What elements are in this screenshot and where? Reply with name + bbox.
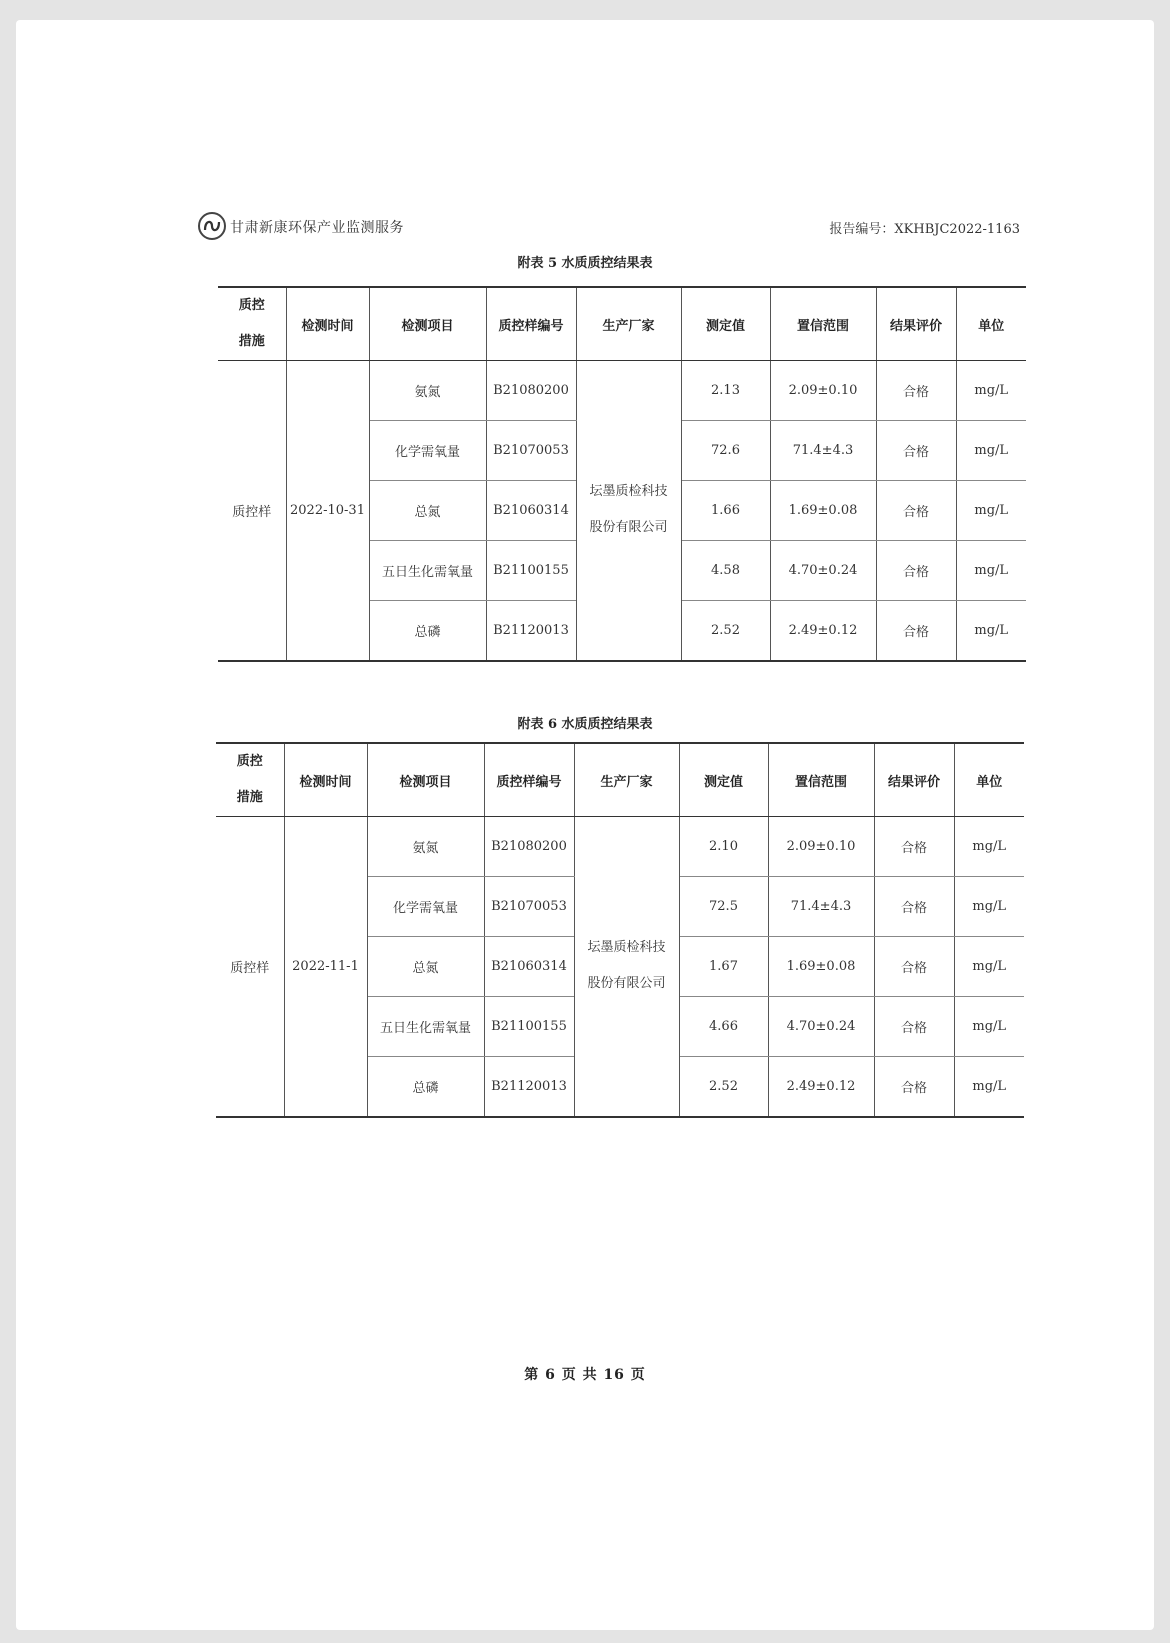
table-row — [216, 817, 1024, 877]
org-name: 甘肃新康环保产业监测服务 — [230, 220, 404, 236]
unit-cell: mg/L — [954, 877, 1024, 937]
range-cell: 1.69±0.08 — [770, 481, 876, 541]
column-header: 结果评价 — [874, 743, 954, 817]
unit-cell: mg/L — [956, 361, 1026, 421]
unit-cell: mg/L — [954, 1057, 1024, 1117]
qc-result-table — [216, 742, 1024, 1118]
item-cell: 化学需氧量 — [369, 421, 486, 481]
value-cell: 2.52 — [679, 1057, 768, 1117]
column-header-line: 质控 — [238, 298, 265, 313]
unit-cell: mg/L — [956, 481, 1026, 541]
page-number: 第 6 页 共 16 页 — [524, 1367, 646, 1383]
column-header: 生产厂家 — [576, 287, 681, 361]
range-cell: 1.69±0.08 — [768, 937, 874, 997]
unit-cell: mg/L — [956, 601, 1026, 661]
report-number: 报告编号：XKHBJC2022-1163 — [829, 222, 1020, 237]
column-header: 单位 — [954, 743, 1024, 817]
table-row — [218, 361, 1026, 421]
item-cell: 总磷 — [369, 601, 486, 661]
sample-no-cell: B21100155 — [486, 541, 576, 601]
unit-cell: mg/L — [956, 541, 1026, 601]
item-cell: 化学需氧量 — [367, 877, 484, 937]
column-header-line: 措施 — [238, 334, 265, 349]
unit-cell: mg/L — [954, 817, 1024, 877]
logo-icon — [198, 212, 226, 240]
qc-measure-cell: 质控样 — [218, 361, 286, 661]
manufacturer-cell — [576, 361, 681, 661]
sample-no-cell: B21070053 — [484, 877, 574, 937]
value-cell: 72.6 — [681, 421, 770, 481]
sample-no-cell: B21060314 — [484, 937, 574, 997]
manufacturer-line: 股份有限公司 — [589, 520, 668, 536]
table-header-row — [218, 287, 1026, 361]
item-cell: 氨氮 — [369, 361, 486, 421]
evaluation-cell: 合格 — [874, 1057, 954, 1117]
value-cell: 4.66 — [679, 997, 768, 1057]
column-header-line: 质控 — [236, 754, 263, 769]
sample-no-cell: B21060314 — [486, 481, 576, 541]
manufacturer-cell — [574, 817, 679, 1117]
evaluation-cell: 合格 — [876, 421, 956, 481]
value-cell: 1.66 — [681, 481, 770, 541]
range-cell: 4.70±0.24 — [770, 541, 876, 601]
unit-cell: mg/L — [954, 997, 1024, 1057]
value-cell: 2.13 — [681, 361, 770, 421]
item-cell: 总磷 — [367, 1057, 484, 1117]
sample-no-cell: B21120013 — [484, 1057, 574, 1117]
value-cell: 2.52 — [681, 601, 770, 661]
evaluation-cell: 合格 — [874, 877, 954, 937]
evaluation-cell: 合格 — [876, 361, 956, 421]
unit-cell: mg/L — [956, 421, 1026, 481]
column-header: 检测时间 — [284, 743, 367, 817]
column-header: 测定值 — [679, 743, 768, 817]
manufacturer-line: 坛墨质检科技 — [589, 484, 668, 500]
evaluation-cell: 合格 — [874, 817, 954, 877]
column-header: 质控样编号 — [486, 287, 576, 361]
sample-no-cell: B21070053 — [486, 421, 576, 481]
value-cell: 1.67 — [679, 937, 768, 997]
column-header: 检测时间 — [286, 287, 369, 361]
test-date-cell: 2022-10-31 — [286, 361, 369, 661]
column-header: 检测项目 — [369, 287, 486, 361]
range-cell: 71.4±4.3 — [770, 421, 876, 481]
sample-no-cell: B21080200 — [484, 817, 574, 877]
evaluation-cell: 合格 — [876, 601, 956, 661]
item-cell: 五日生化需氧量 — [369, 541, 486, 601]
evaluation-cell: 合格 — [874, 937, 954, 997]
column-header: 置信范围 — [770, 287, 876, 361]
column-header: 质控样编号 — [484, 743, 574, 817]
column-header: 生产厂家 — [574, 743, 679, 817]
range-cell: 4.70±0.24 — [768, 997, 874, 1057]
qc-result-table — [218, 286, 1026, 662]
item-cell: 氨氮 — [367, 817, 484, 877]
unit-cell: mg/L — [954, 937, 1024, 997]
qc-measure-cell: 质控样 — [216, 817, 284, 1117]
table-caption: 附表 5 水质质控结果表 — [517, 256, 653, 271]
evaluation-cell: 合格 — [874, 997, 954, 1057]
range-cell: 2.09±0.10 — [768, 817, 874, 877]
column-header: 结果评价 — [876, 287, 956, 361]
column-header: 测定值 — [681, 287, 770, 361]
table-caption: 附表 6 水质质控结果表 — [517, 717, 653, 732]
manufacturer-line: 坛墨质检科技 — [587, 940, 666, 956]
value-cell: 4.58 — [681, 541, 770, 601]
test-date-cell: 2022-11-1 — [284, 817, 367, 1117]
value-cell: 72.5 — [679, 877, 768, 937]
evaluation-cell: 合格 — [876, 481, 956, 541]
item-cell: 总氮 — [367, 937, 484, 997]
value-cell: 2.10 — [679, 817, 768, 877]
sample-no-cell: B21080200 — [486, 361, 576, 421]
page-header — [198, 212, 1020, 242]
table-header-row — [216, 743, 1024, 817]
range-cell: 2.49±0.12 — [770, 601, 876, 661]
range-cell: 71.4±4.3 — [768, 877, 874, 937]
column-header-measure — [216, 743, 284, 817]
item-cell: 总氮 — [369, 481, 486, 541]
column-header-measure — [218, 287, 286, 361]
range-cell: 2.09±0.10 — [770, 361, 876, 421]
range-cell: 2.49±0.12 — [768, 1057, 874, 1117]
column-header-line: 措施 — [236, 790, 263, 805]
sample-no-cell: B21120013 — [486, 601, 576, 661]
column-header: 置信范围 — [768, 743, 874, 817]
column-header: 单位 — [956, 287, 1026, 361]
item-cell: 五日生化需氧量 — [367, 997, 484, 1057]
sample-no-cell: B21100155 — [484, 997, 574, 1057]
column-header: 检测项目 — [367, 743, 484, 817]
manufacturer-line: 股份有限公司 — [587, 976, 666, 992]
evaluation-cell: 合格 — [876, 541, 956, 601]
